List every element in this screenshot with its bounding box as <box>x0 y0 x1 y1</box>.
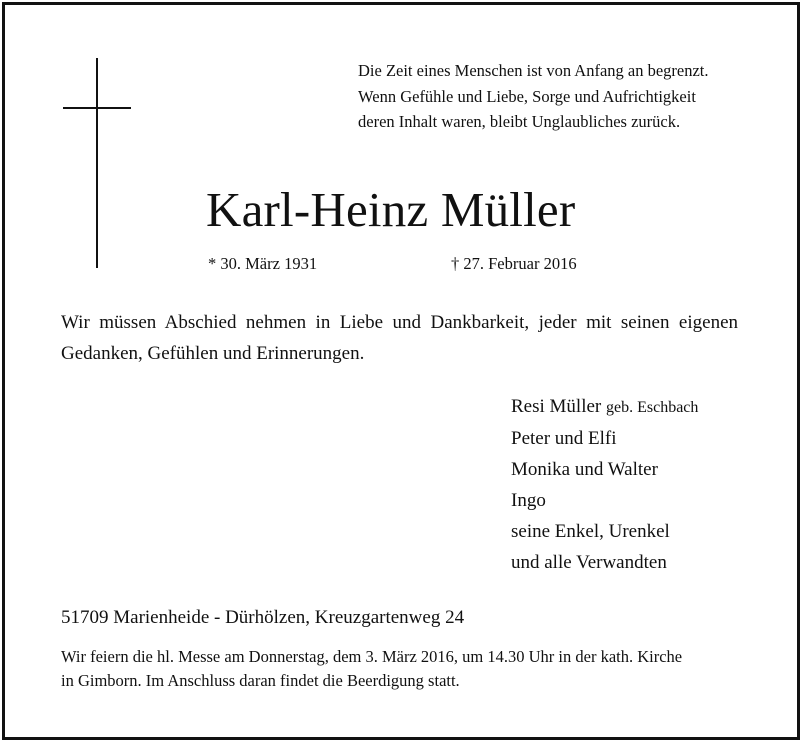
cross-horizontal-bar <box>63 107 131 109</box>
poem-line: Wenn Gefühle und Liebe, Sorge und Aufrichtigkeit <box>358 86 696 106</box>
service-line: in Gimborn. Im Anschluss daran findet die Beerdigung statt. <box>61 671 460 690</box>
poem-line: deren Inhalt waren, bleibt Unglaubliches zurück. <box>358 112 681 131</box>
maiden-name-note: geb. Eschbach <box>606 399 699 416</box>
mourner-row: Ingo <box>511 490 546 511</box>
death-date: † 27. Februar 2016 <box>451 254 577 273</box>
poem-quote <box>358 58 778 135</box>
service-line: Wir feiern die hl. Messe am Donnerstag, dem 3. März 2016, um 14.30 Uhr in der kath. Kirche <box>61 647 683 666</box>
mourner-row <box>511 391 698 423</box>
service-info <box>61 645 741 693</box>
family-address: 51709 Marienheide - Dürhölzen, Kreuzgartenweg 24 <box>61 607 465 628</box>
mourner-row: Monika und Walter <box>511 459 658 480</box>
farewell-text <box>61 307 738 369</box>
deceased-name: Karl-Heinz Müller <box>206 182 576 237</box>
mourner-name: Resi Müller <box>511 396 602 417</box>
cross-vertical-bar <box>96 58 98 268</box>
farewell-line: Wir müssen Abschied nehmen in Liebe und Dankbarkeit, jeder mit seinen eigenen <box>61 312 738 333</box>
mourner-row: Peter und Elfi <box>511 428 617 449</box>
birth-date: * 30. März 1931 <box>208 254 318 273</box>
poem-line: Die Zeit eines Menschen ist von Anfang an begrenzt. <box>358 61 709 80</box>
mourners-list <box>511 391 698 578</box>
mourner-row: und alle Verwandten <box>511 552 667 573</box>
farewell-line: Gedanken, Gefühlen und Erinnerungen. <box>61 343 365 364</box>
mourner-row: seine Enkel, Urenkel <box>511 521 670 542</box>
